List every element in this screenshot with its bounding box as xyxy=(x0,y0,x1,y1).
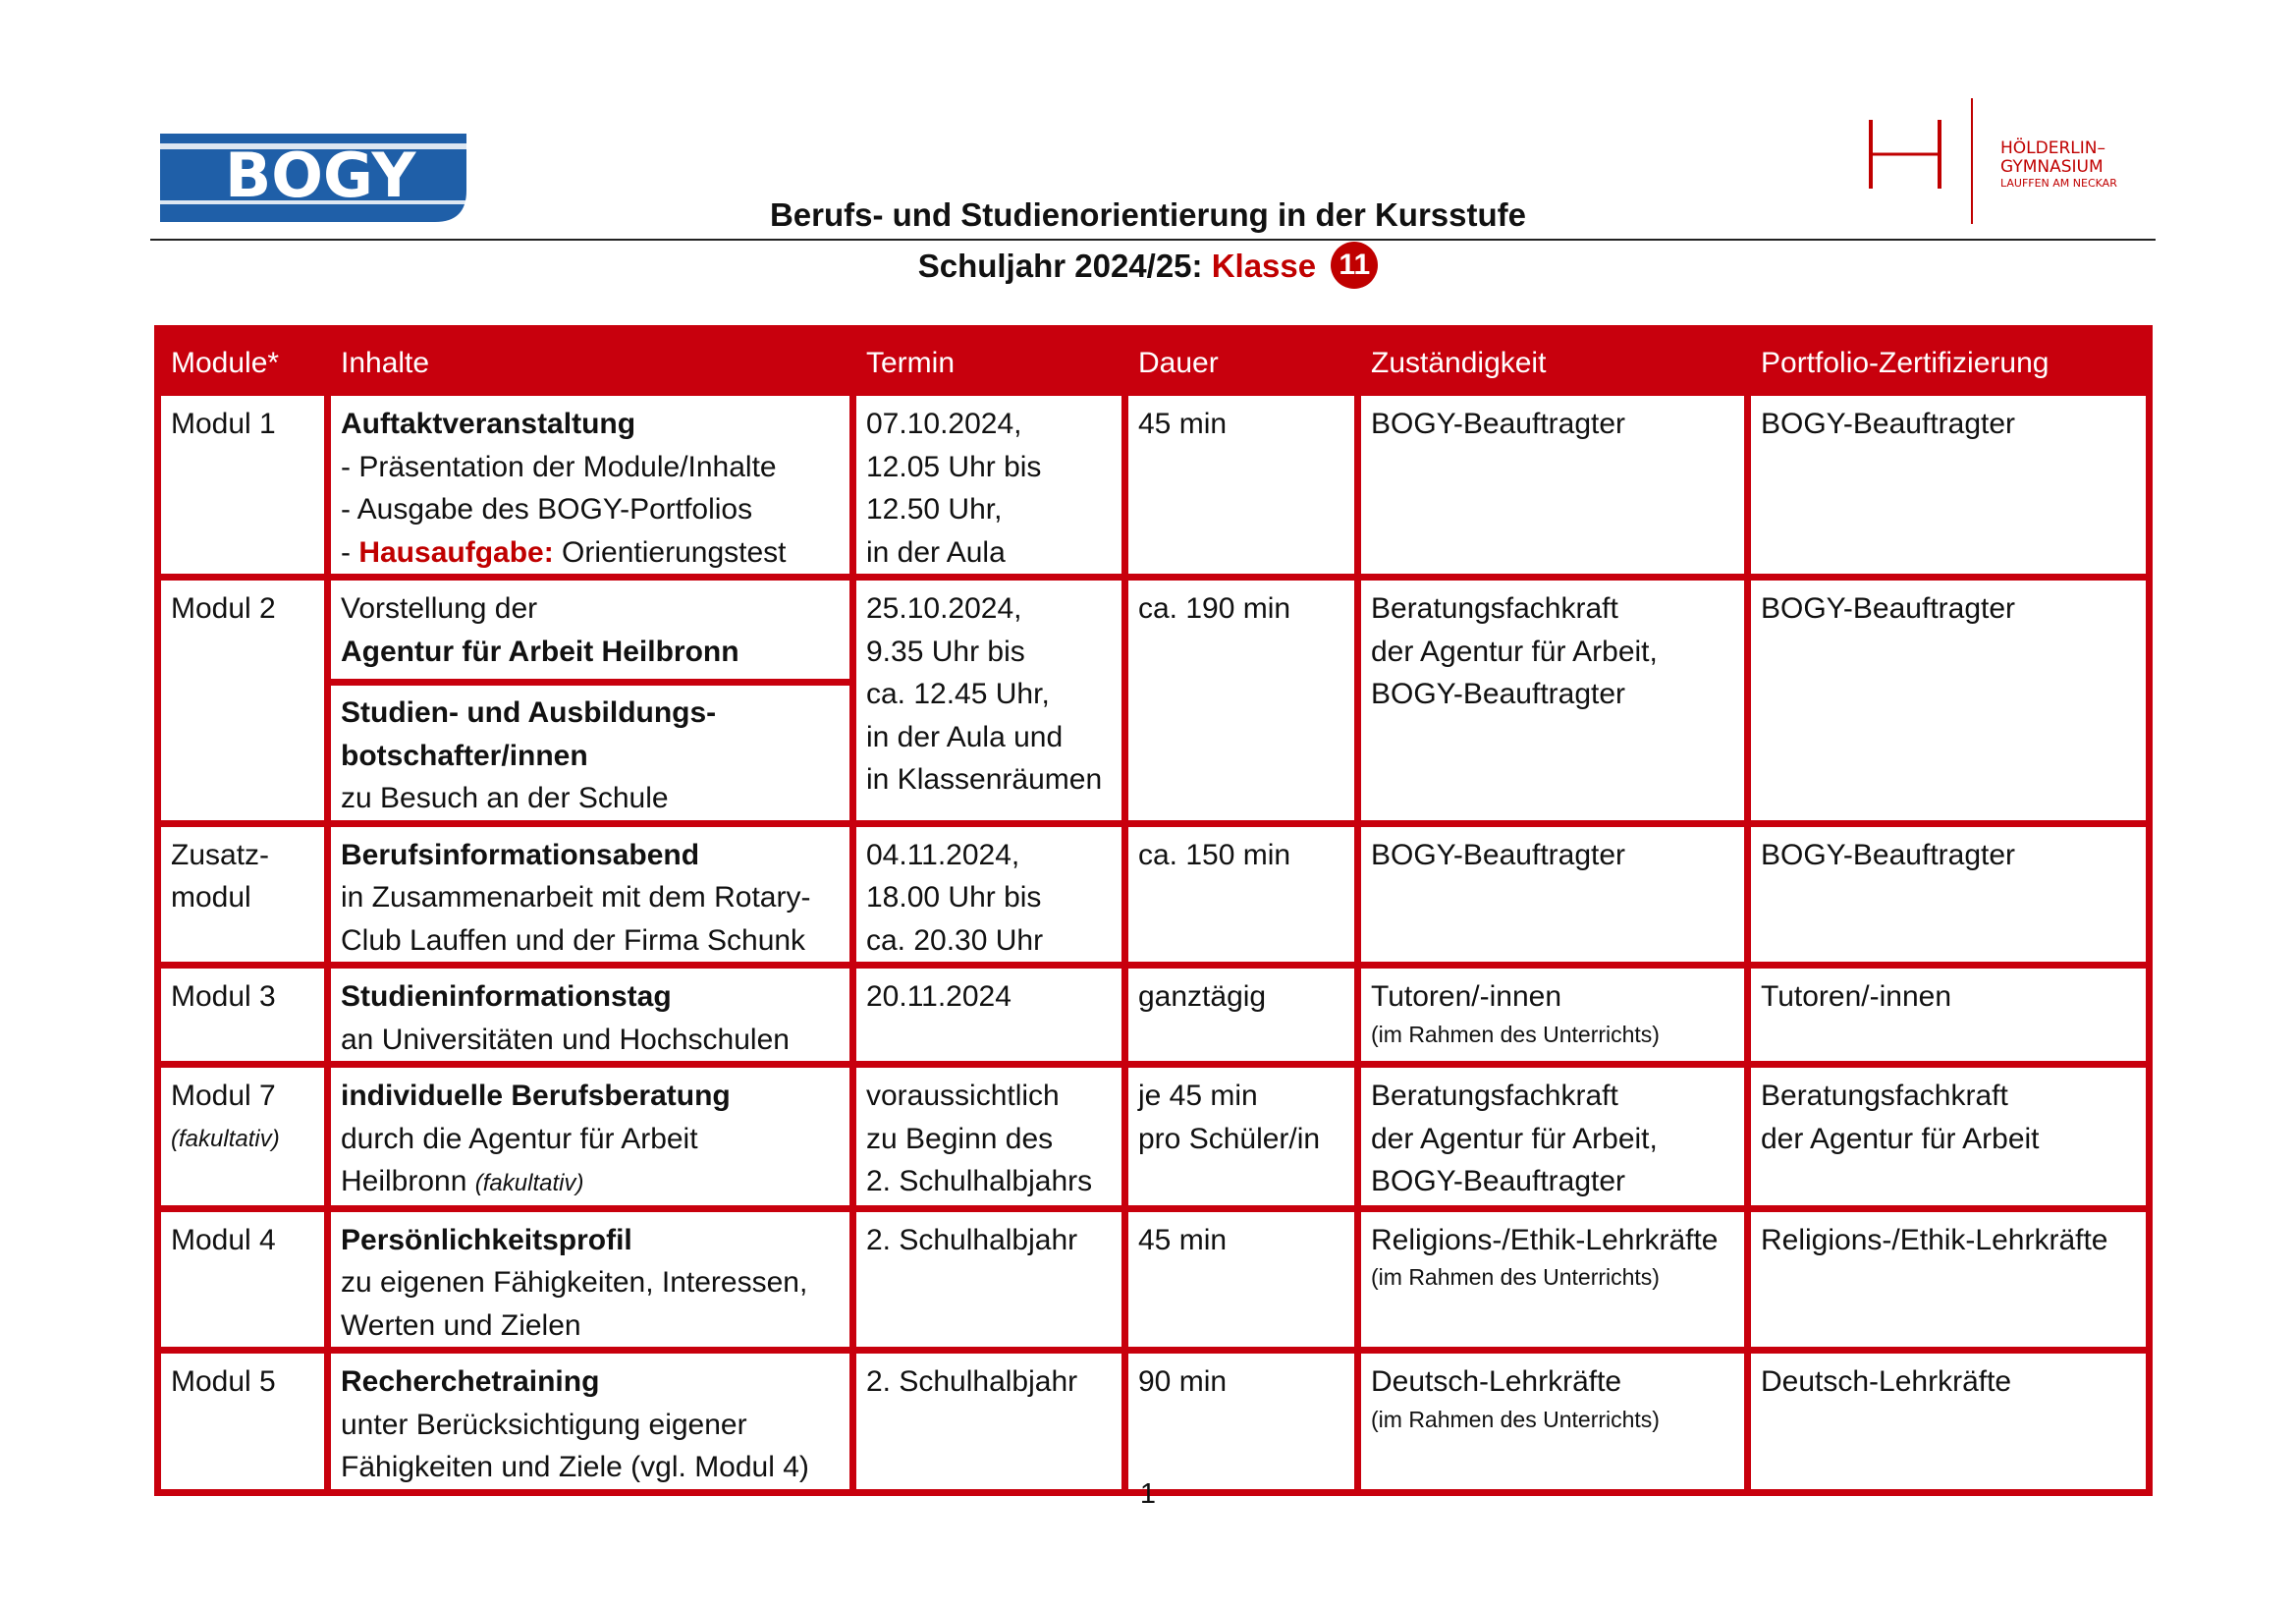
column-header: Inhalte xyxy=(331,332,849,389)
cell-portfolio: Religions-/Ethik-Lehrkräfte xyxy=(1751,1212,2146,1348)
table-header-row xyxy=(161,332,2146,389)
column-header: Zuständigkeit xyxy=(1361,332,1744,389)
content-title: individuelle Berufsberatung xyxy=(341,1080,731,1112)
subtitle-class-label: Klasse xyxy=(1211,248,1317,284)
responsibility-note: (im Rahmen des Unterrichts) xyxy=(1371,1021,1660,1047)
content-line: Heilbronn (fakultativ) xyxy=(341,1165,584,1197)
cell-responsibility: Religions-/Ethik-Lehrkräfte (im Rahmen des Unterrichts) xyxy=(1361,1212,1744,1348)
cell-duration: je 45 min pro Schüler/in xyxy=(1128,1068,1354,1205)
page-subtitle xyxy=(0,241,2296,292)
content-line: an Universitäten und Hochschulen xyxy=(341,1023,790,1056)
cell-module: Modul 5 xyxy=(161,1354,324,1489)
page-title: Berufs- und Studienorientierung in der Kursstufe xyxy=(769,196,1527,233)
cell-duration: ganztägig xyxy=(1128,969,1354,1061)
cell-responsibility: BOGY-Beauftragter xyxy=(1361,396,1744,574)
cell-module: Modul 4 xyxy=(161,1212,324,1348)
cell-portfolio: Beratungsfachkraft der Agentur für Arbeit xyxy=(1751,1068,2146,1205)
content-line: unter Berücksichtigung eigener xyxy=(341,1408,747,1441)
content-line: Vorstellung der xyxy=(341,592,538,625)
cell-module: Modul 2 xyxy=(161,581,324,820)
content-title: Studieninformationstag xyxy=(341,980,672,1013)
content-line: - Hausaufgabe: Orientierungstest xyxy=(341,535,787,569)
cell-portfolio: Deutsch-Lehrkräfte xyxy=(1751,1354,2146,1489)
bogy-module-table xyxy=(154,325,2153,1496)
content-title: Studien- und Ausbildungs- xyxy=(341,696,717,729)
cell-portfolio: BOGY-Beauftragter xyxy=(1751,581,2146,820)
cell-responsibility: Beratungsfachkraft der Agentur für Arbeit, BOGY-Beauftragter xyxy=(1361,581,1744,820)
logo-line-1: HÖLDERLIN– xyxy=(2000,139,2105,158)
cell-duration: 90 min xyxy=(1128,1354,1354,1489)
responsibility-note: (im Rahmen des Unterrichts) xyxy=(1371,1264,1660,1290)
class-number-badge: 11 xyxy=(1331,242,1378,289)
cell-module: Modul 3 xyxy=(161,969,324,1061)
cell-module: Modul 7 (fakultativ) xyxy=(161,1068,324,1205)
bogy-logo-text: BOGY xyxy=(225,139,416,211)
cell-module: Zusatz- modul xyxy=(161,827,324,963)
cell-date: 2. Schulhalbjahr xyxy=(856,1212,1121,1348)
table-row xyxy=(161,827,2146,963)
content-line: - Ausgabe des BOGY-Portfolios xyxy=(341,493,753,526)
table-row xyxy=(161,1068,2146,1205)
cell-responsibility: Deutsch-Lehrkräfte (im Rahmen des Unterrichts) xyxy=(1361,1354,1744,1489)
cell-content xyxy=(331,1354,849,1489)
cell-date: 07.10.2024, 12.05 Uhr bis 12.50 Uhr, in der Aula xyxy=(856,396,1121,574)
content-line: in Zusammenarbeit mit dem Rotary- xyxy=(341,881,811,914)
content-title: Persönlichkeitsprofil xyxy=(341,1223,632,1256)
cell-date: 2. Schulhalbjahr xyxy=(856,1354,1121,1489)
column-header: Portfolio-Zertifizierung xyxy=(1751,332,2146,389)
cell-date: 25.10.2024, 9.35 Uhr bis ca. 12.45 Uhr, in der Aula und in Klassenräumen xyxy=(856,581,1121,820)
content-line: zu eigenen Fähigkeiten, Interessen, xyxy=(341,1266,808,1299)
homework-label: Hausaufgabe: xyxy=(358,535,554,569)
cell-portfolio: BOGY-Beauftragter xyxy=(1751,396,2146,574)
cell-duration: ca. 150 min xyxy=(1128,827,1354,963)
cell-content xyxy=(331,969,849,1061)
content-line: Club Lauffen und der Firma Schunk xyxy=(341,923,806,957)
cell-content xyxy=(331,396,849,574)
column-header: Module* xyxy=(161,332,324,389)
content-title: Berufsinformationsabend xyxy=(341,838,700,871)
cell-date: 20.11.2024 xyxy=(856,969,1121,1061)
page-number: 1 xyxy=(1139,1478,1157,1510)
logo-line-3: LAUFFEN AM NECKAR xyxy=(2000,177,2117,190)
content-line: Werten und Zielen xyxy=(341,1308,581,1342)
column-header: Dauer xyxy=(1128,332,1354,389)
table-row xyxy=(161,396,2146,574)
content-title: Auftaktveranstaltung xyxy=(341,408,636,440)
content-line: Fähigkeiten und Ziele (vgl. Modul 4) xyxy=(341,1451,809,1483)
responsibility-note: (im Rahmen des Unterrichts) xyxy=(1371,1406,1660,1432)
content-line: - Präsentation der Module/Inhalte xyxy=(341,450,777,483)
cell-content xyxy=(331,1068,849,1205)
table-row xyxy=(161,1354,2146,1489)
cell-responsibility: Beratungsfachkraft der Agentur für Arbeit, BOGY-Beauftragter xyxy=(1361,1068,1744,1205)
cell-portfolio: BOGY-Beauftragter xyxy=(1751,827,2146,963)
content-line: durch die Agentur für Arbeit xyxy=(341,1122,698,1155)
content-title: Agentur für Arbeit Heilbronn xyxy=(341,635,739,668)
cell-content xyxy=(331,1212,849,1348)
cell-divider xyxy=(331,679,849,686)
table-row xyxy=(161,969,2146,1061)
subtitle-prefix: Schuljahr 2024/25: xyxy=(917,248,1212,284)
optional-note: (fakultativ) xyxy=(171,1125,280,1152)
column-header: Termin xyxy=(856,332,1121,389)
cell-duration: ca. 190 min xyxy=(1128,581,1354,820)
cell-date: voraussichtlich zu Beginn des 2. Schulhalbjahrs xyxy=(856,1068,1121,1205)
content-line: zu Besuch an der Schule xyxy=(341,782,669,814)
cell-portfolio: Tutoren/-innen xyxy=(1751,969,2146,1061)
table-row xyxy=(161,581,2146,820)
cell-duration: 45 min xyxy=(1128,396,1354,574)
cell-date: 04.11.2024, 18.00 Uhr bis ca. 20.30 Uhr xyxy=(856,827,1121,963)
cell-responsibility: Tutoren/-innen (im Rahmen des Unterrichts) xyxy=(1361,969,1744,1061)
cell-content xyxy=(331,581,849,820)
cell-duration: 45 min xyxy=(1128,1212,1354,1348)
content-title: Recherchetraining xyxy=(341,1365,600,1398)
cell-responsibility: BOGY-Beauftragter xyxy=(1361,827,1744,963)
logo-line-2: GYMNASIUM xyxy=(2000,157,2104,177)
content-title: botschafter/innen xyxy=(341,739,588,772)
cell-module: Modul 1 xyxy=(161,396,324,574)
cell-content xyxy=(331,827,849,963)
table-row xyxy=(161,1212,2146,1348)
optional-note: (fakultativ) xyxy=(474,1170,584,1196)
